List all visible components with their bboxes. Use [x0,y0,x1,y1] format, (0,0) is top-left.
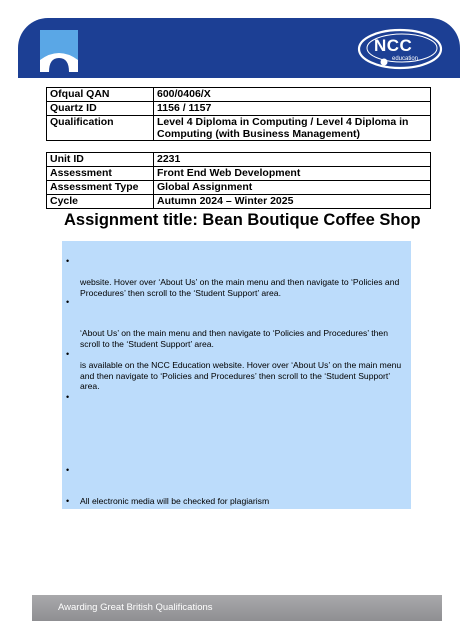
table-row [47,116,431,141]
table-row [47,195,431,209]
ncc-logo-text: NCC [374,36,413,55]
table-value: Front End Web Development [154,167,431,181]
table-row [47,181,431,195]
table-value: Global Assignment [154,181,431,195]
bullet-icon: • [66,496,70,506]
footer-text: Awarding Great British Qualifications [58,602,213,613]
table-key: Qualification [47,116,154,141]
table-value: 600/0406/X [154,88,431,102]
table-row [47,167,431,181]
note-paragraph: ‘About Us’ on the main menu and then navigate to ‘Policies and Procedures’ then scroll to the ‘Student Support’ area. [80,328,388,349]
assessment-table [46,152,431,209]
note-paragraph: is available on the NCC Education website. Hover over ‘About Us’ on the main menu and then navigate to ‘Policies and Procedures’ then scroll to the ‘Student Support’ area. [80,360,402,392]
table-key: Assessment Type [47,181,154,195]
note-paragraph: website. Hover over ‘About Us’ on the main menu and then navigate to ‘Policies and Procedures’ then scroll to the ‘Student Support’ area. [80,277,400,298]
bullet-icon: • [66,256,70,266]
table-key: Quartz ID [47,102,154,116]
table-row [47,153,431,167]
bullet-icon: • [66,297,70,307]
ncc-logo-subtext: education [392,56,419,62]
table-key: Cycle [47,195,154,209]
table-row [47,88,431,102]
table-value: Level 4 Diploma in Computing / Level 4 Diploma in Computing (with Business Management) [154,116,431,141]
bullet-icon: • [66,392,70,402]
table-key: Unit ID [47,153,154,167]
table-row [47,102,431,116]
table-value: 1156 / 1157 [154,102,431,116]
note-paragraph: All electronic media will be checked for plagiarism [80,496,270,506]
table-value: 2231 [154,153,431,167]
table-key: Assessment [47,167,154,181]
table-key: Ofqual QAN [47,88,154,102]
assignment-title: Assignment title: Bean Boutique Coffee Shop [64,211,421,229]
bullet-icon: • [66,465,70,475]
qualification-table [46,87,431,141]
table-value: Autumn 2024 – Winter 2025 [154,195,431,209]
bullet-icon: • [66,349,70,359]
crest-logo-icon [40,30,78,72]
